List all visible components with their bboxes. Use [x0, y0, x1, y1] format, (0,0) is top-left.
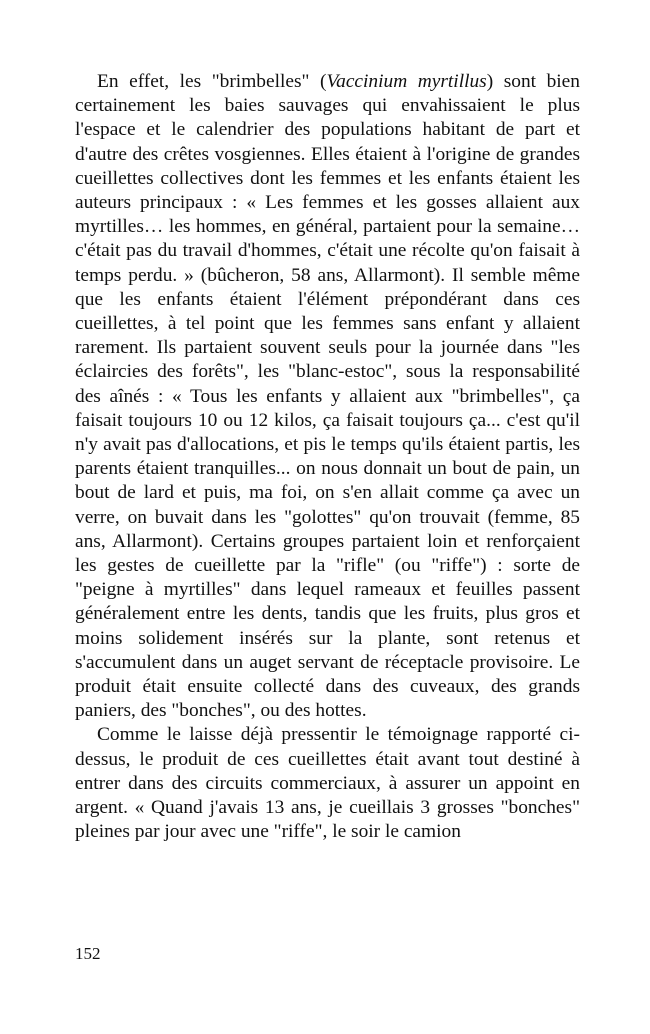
page-number: 152: [75, 944, 101, 963]
latin-species-name: Vaccinium myrtillus: [326, 71, 487, 92]
paragraph-brimbelles: [75, 70, 580, 723]
paragraph-1-before: En effet, les "brimbelles" (: [97, 71, 327, 92]
paragraph-commerce: Comme le laisse déjà pressentir le témoignage rapporté ci-dessus, le produit de ces cueillettes était avant tout destiné à entrer dans des circuits commerciaux, à assurer un appoint en argent. « Quand j'avais 13 ans, je cueillais 3 grosses "bonches" pleines par jour avec une "riffe", le soir le camion: [75, 724, 580, 843]
page-body: [75, 70, 580, 845]
paragraph-1-after: ) sont bien certainement les baies sauvages qui envahissaient le plus l'espace et le calendrier des populations habitant de part et d'autre des crêtes vosgiennes. Elles étaient à l'origine de grandes cueillettes collectives dont les femmes et les enfants étaient les auteurs principaux : « Les femmes et les gosses allaient aux myrtilles… les hommes, en général, partaient pour la semaine… c'était pas du travail d'hommes, c'était une récolte qu'on faisait à temps perdu. » (bûcheron, 58 ans, Allarmont). Il semble même que les enfants étaient l'élément prépondérant dans ces cueillettes, à tel point que les femmes sans enfant y allaient rarement. Ils partaient souvent seuls pour la journée dans "les éclaircies des forêts", les "blanc-estoc", sous la responsabilité des aînés : « Tous les enfants y allaient aux "brimbelles", ça faisait toujours 10 ou 12 kilos, ça faisait toujours ça... c'est qu'il n'y avait pas d'allocations, et pis le temps qu'ils étaient partis, les parents étaient tranquilles... on nous donnait un bout de pain, un bout de lard et puis, ma foi, on s'en allait comme ça avec un verre, on buvait dans les "golottes" qu'on trouvait (femme, 85 ans, Allarmont). Certains groupes partaient loin et renforçaient les gestes de cueillette par la "rifle" (ou "riffe") : sorte de "peigne à myrtilles" dans lequel rameaux et feuilles passent généralement entre les dents, tandis que les fruits, plus gros et moins solidement insérés sur la plante, sont retenus et s'accumulent dans un auget servant de réceptacle provisoire. Le produit était ensuite collecté dans des cuveaux, des grands paniers, des "bonches", ou des hottes.: [75, 71, 580, 722]
